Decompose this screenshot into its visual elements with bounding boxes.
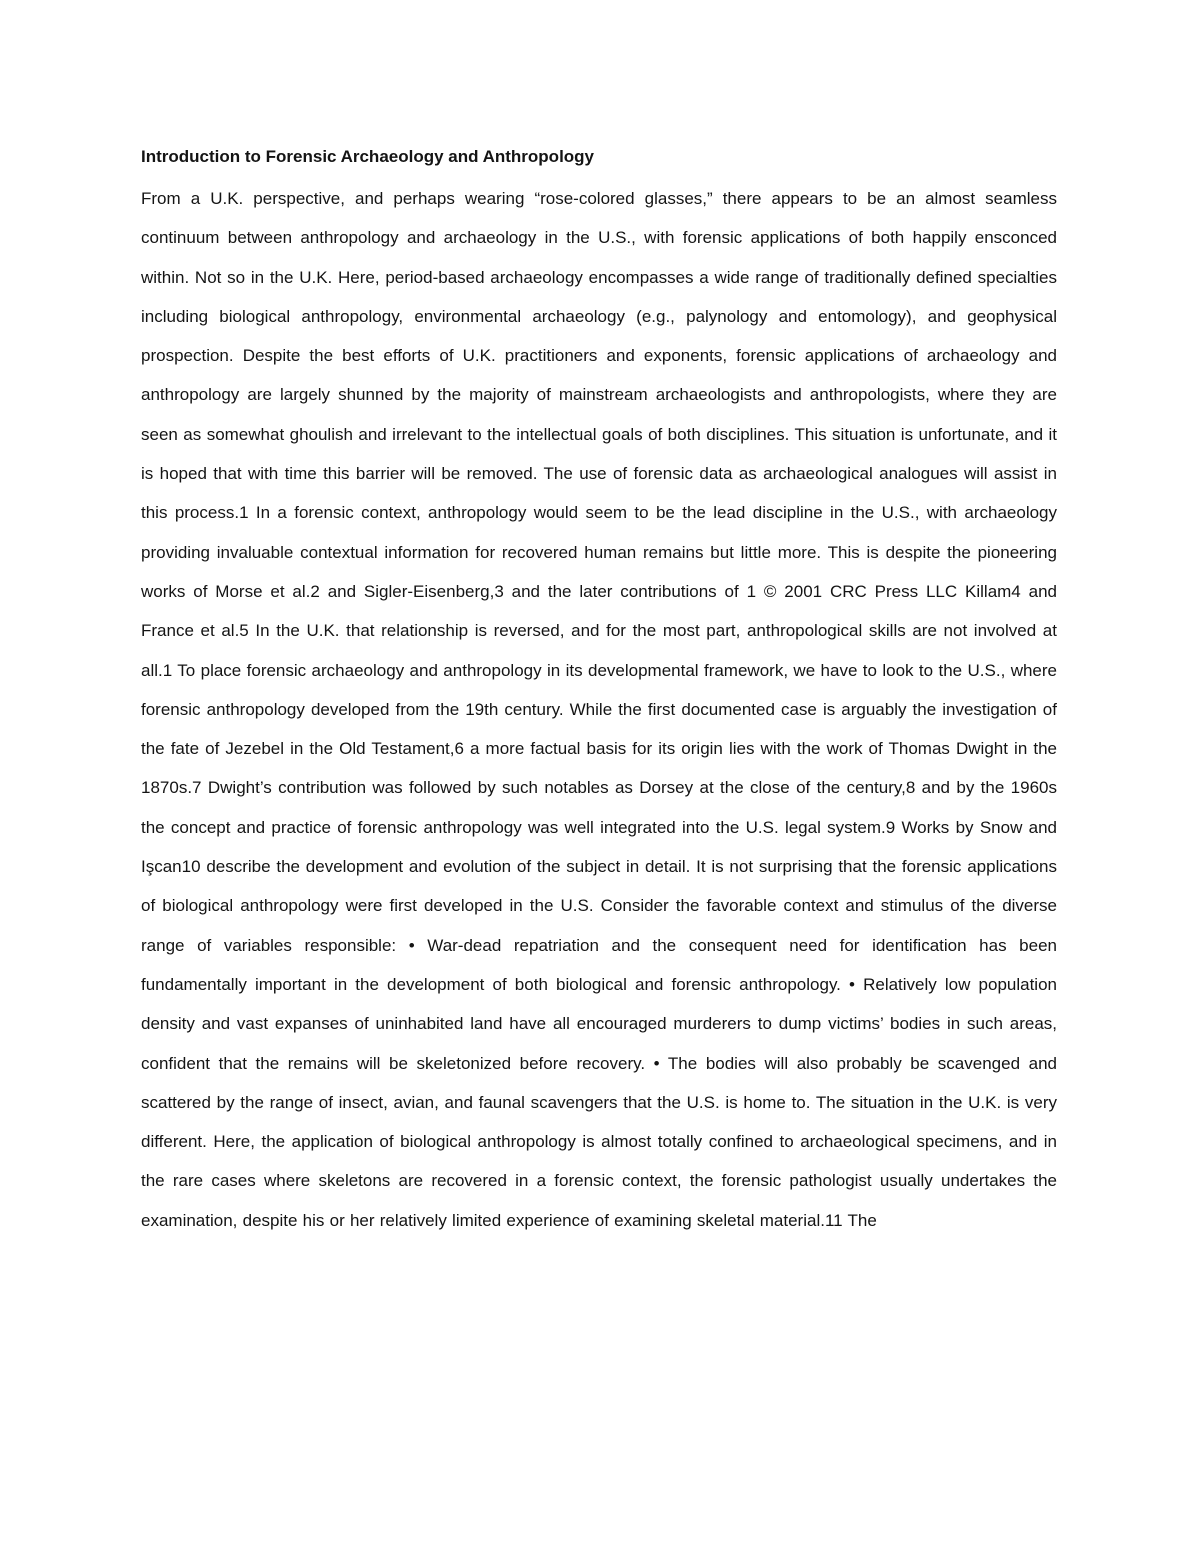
document-content: [141, 140, 1057, 1240]
document-title: Introduction to Forensic Archaeology and Anthropology: [141, 147, 595, 166]
document-body-paragraph: From a U.K. perspective, and perhaps wearing “rose-colored glasses,” there appears to be an almost seamless continuum between anthropology and archaeology in the U.S., with forensic applications of both happily ensconced within. Not so in the U.K. Here, period-based archaeology encompasses a wide range of traditionally defined specialties including biological anthropology, environmental archaeology (e.g., palynology and entomology), and geophysical prospection. Despite the best efforts of U.K. practitioners and exponents, forensic applications of archaeology and anthropology are largely shunned by the majority of mainstream archaeologists and anthropologists, where they are seen as somewhat ghoulish and irrelevant to the intellectual goals of both disciplines. This situation is unfortunate, and it is hoped that with time this barrier will be removed. The use of forensic data as archaeological analogues will assist in this process.1 In a forensic context, anthropology would seem to be the lead discipline in the U.S., with archaeology providing invaluable contextual information for recovered human remains but little more. This is despite the pioneering works of Morse et al.2 and Sigler-Eisenberg,3 and the later contributions of 1 © 2001 CRC Press LLC Killam4 and France et al.5 In the U.K. that relationship is reversed, and for the most part, anthropological skills are not involved at all.1 To place forensic archaeology and anthropology in its developmental framework, we have to look to the U.S., where forensic anthropology developed from the 19th century. While the first documented case is arguably the investigation of the fate of Jezebel in the Old Testament,6 a more factual basis for its origin lies with the work of Thomas Dwight in the 1870s.7 Dwight’s contribution was followed by such notables as Dorsey at the close of the century,8 and by the 1960s the concept and practice of forensic anthropology was well integrated into the U.S. legal system.9 Works by Snow and Işcan10 describe the development and evolution of the subject in detail. It is not surprising that the forensic applications of biological anthropology were first developed in the U.S. Consider the favorable context and stimulus of the diverse range of variables responsible: • War-dead repatriation and the consequent need for identification has been fundamentally important in the development of both biological and forensic anthropology. • Relatively low population density and vast expanses of uninhabited land have all encouraged murderers to dump victims’ bodies in such areas, confident that the remains will be skeletonized before recovery. • The bodies will also probably be scavenged and scattered by the range of insect, avian, and faunal scavengers that the U.S. is home to. The situation in the U.K. is very different. Here, the application of biological anthropology is almost totally confined to archaeological specimens, and in the rare cases where skeletons are recovered in a forensic context, the forensic pathologist usually undertakes the examination, despite his or her relatively limited experience of examining skeletal material.11 The: [141, 189, 1057, 1230]
